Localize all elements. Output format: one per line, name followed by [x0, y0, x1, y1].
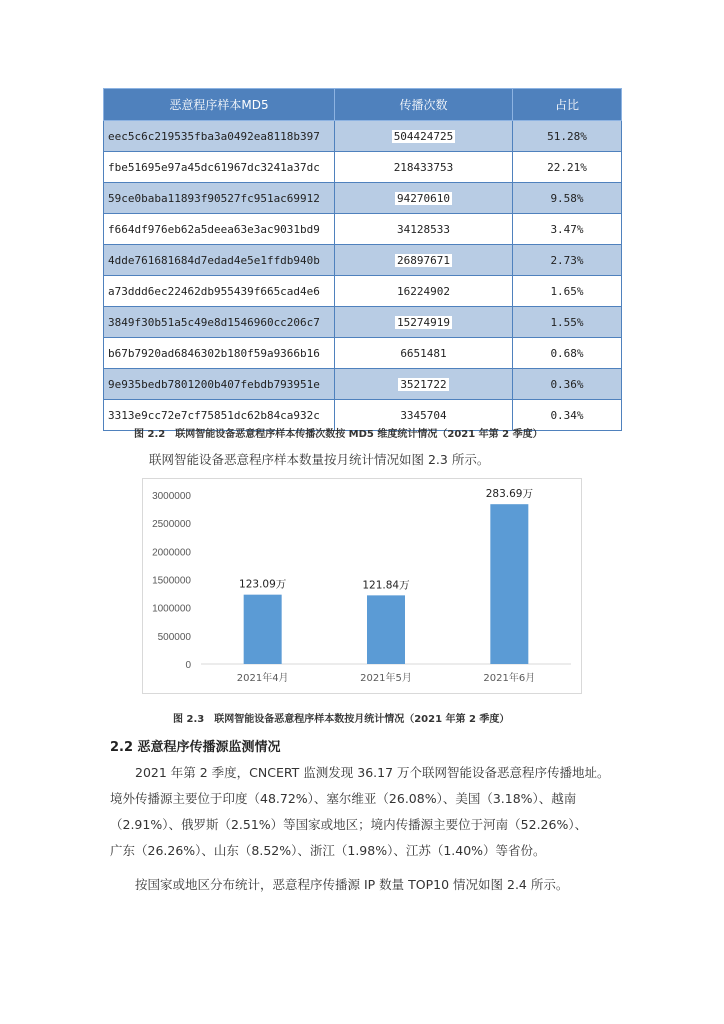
- y-tick-label: 2500000: [152, 519, 191, 531]
- md5-cell: eec5c6c219535fba3a0492ea8118b397: [104, 121, 335, 152]
- count-value: 218433753: [393, 160, 454, 174]
- table-row: [104, 369, 622, 400]
- count-value: 3521722: [400, 377, 447, 391]
- md5-cell: f664df976eb62a5deea63e3ac9031bd9: [104, 214, 335, 245]
- bar: [244, 595, 282, 664]
- md5-cell: 3313e9cc72e7cf75851dc62b84ca932c: [104, 400, 335, 431]
- section-heading: 2.2 恶意程序传播源监测情况: [110, 740, 281, 755]
- table-row: [104, 276, 622, 307]
- pct-cell: 2.73%: [513, 245, 622, 276]
- paragraph-line-3: （2.91%）、俄罗斯（2.51%）等国家或地区；境内传播源主要位于河南（52.26%）、: [110, 817, 588, 832]
- figure-caption-2-3: 图 2.3 联网智能设备恶意程序样本数按月统计情况（2021 年第 2 季度）: [173, 714, 510, 725]
- count-cell: [335, 183, 513, 214]
- pct-cell: 0.34%: [513, 400, 622, 431]
- x-tick-label: 2021年6月: [483, 673, 536, 684]
- count-cell: [335, 214, 513, 245]
- count-value: 16224902: [397, 284, 450, 298]
- y-tick-label: 500000: [157, 631, 191, 643]
- bar-data-label: 121.84万: [362, 579, 410, 592]
- md5-cell: 9e935bedb7801200b407febdb793951e: [104, 369, 335, 400]
- y-tick-label: 0: [185, 660, 191, 671]
- bar: [490, 504, 528, 664]
- table-row: [104, 245, 622, 276]
- md5-cell: fbe51695e97a45dc61967dc3241a37dc: [104, 152, 335, 183]
- md5-cell: b67b7920ad6846302b180f59a9366b16: [104, 338, 335, 369]
- count-value: 26897671: [397, 253, 450, 267]
- monthly-sample-chart: [142, 478, 582, 694]
- pct-cell: 51.28%: [513, 121, 622, 152]
- table-row: [104, 152, 622, 183]
- figure-caption-2-2: 图 2.2 联网智能设备恶意程序样本传播次数按 MD5 维度统计情况（2021 年第 2 季度）: [134, 429, 543, 440]
- table-row: [104, 307, 622, 338]
- pct-cell: 0.68%: [513, 338, 622, 369]
- x-tick-label: 2021年5月: [360, 673, 412, 684]
- paragraph-line-2: 境外传播源主要位于印度（48.72%）、塞尔维亚（26.08%）、美国（3.18%）、越南: [110, 791, 577, 806]
- count-cell: [335, 121, 513, 152]
- chart-svg: [143, 479, 581, 693]
- md5-cell: a73ddd6ec22462db955439f665cad4e6: [104, 276, 335, 307]
- count-value: 94270610: [397, 191, 450, 205]
- y-tick-label: 1500000: [152, 575, 191, 587]
- header-count: 传播次数: [335, 89, 513, 121]
- table-row: [104, 121, 622, 152]
- count-value: 504424725: [393, 129, 454, 143]
- count-value: 3345704: [400, 408, 447, 422]
- intro-text: 联网智能设备恶意程序样本数量按月统计情况如图 2.3 所示。: [149, 452, 490, 467]
- md5-cell: 59ce0baba11893f90527fc951ac69912: [104, 183, 335, 214]
- paragraph-line-1: 2021 年第 2 季度，CNCERT 监测发现 36.17 万个联网智能设备恶意程序传播地址。: [110, 765, 610, 780]
- count-cell: [335, 307, 513, 338]
- count-cell: [335, 276, 513, 307]
- table-row: [104, 214, 622, 245]
- table-header-row: [104, 89, 622, 121]
- header-pct: 占比: [513, 89, 622, 121]
- pct-cell: 9.58%: [513, 183, 622, 214]
- pct-cell: 0.36%: [513, 369, 622, 400]
- pct-cell: 1.65%: [513, 276, 622, 307]
- count-value: 6651481: [400, 346, 447, 360]
- count-value: 15274919: [397, 315, 450, 329]
- table-row: [104, 338, 622, 369]
- count-cell: [335, 338, 513, 369]
- pct-cell: 3.47%: [513, 214, 622, 245]
- pct-cell: 22.21%: [513, 152, 622, 183]
- paragraph-line-4: 广东（26.26%）、山东（8.52%）、浙江（1.98%）、江苏（1.40%）等省份。: [110, 843, 546, 858]
- count-cell: [335, 245, 513, 276]
- bar: [367, 595, 405, 664]
- count-cell: [335, 369, 513, 400]
- bar-data-label: 283.69万: [485, 488, 533, 501]
- y-tick-label: 2000000: [152, 547, 191, 559]
- pct-cell: 1.55%: [513, 307, 622, 338]
- y-tick-label: 3000000: [152, 491, 191, 502]
- md5-cell: 4dde761681684d7edad4e5e1ffdb940b: [104, 245, 335, 276]
- header-md5: 恶意程序样本MD5: [104, 89, 335, 121]
- bar-data-label: 123.09万: [239, 578, 287, 591]
- md5-cell: 3849f30b51a5c49e8d1546960cc206c7: [104, 307, 335, 338]
- y-tick-label: 1000000: [152, 603, 191, 615]
- count-value: 34128533: [397, 222, 450, 236]
- closing-text: 按国家或地区分布统计，恶意程序传播源 IP 数量 TOP10 情况如图 2.4 所示。: [110, 877, 569, 892]
- md5-table: [103, 88, 622, 431]
- table-row: [104, 183, 622, 214]
- x-tick-label: 2021年4月: [236, 673, 289, 684]
- count-cell: [335, 152, 513, 183]
